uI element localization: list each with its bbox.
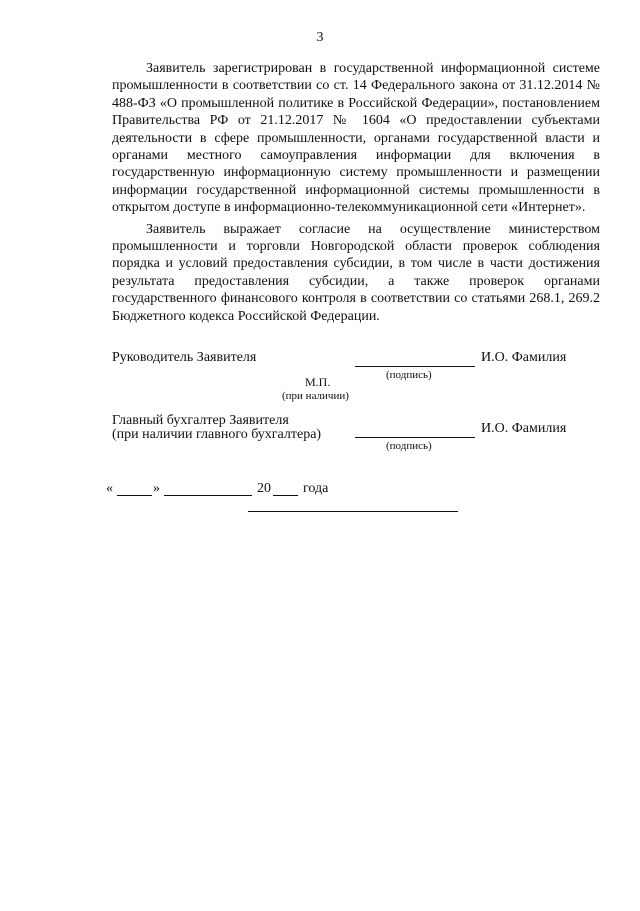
accountant-signature-line — [355, 437, 475, 438]
paragraph-registration: Заявитель зарегистрирован в государственной информационной системе промышленности в соответствии со ст. 14 Федерального закона от 31.12.2014 № 488-ФЗ «О промышленной политике в Российской Федерации», постановлением Правительства РФ от 21.12.2017 № 1604 «О предоставлении субъектами деятельности в сфере промышленности, органами государственной власти и органами местного самоуправления информации для включения в государственную информационную систему промышленности и размещении информации государственной информационной системы промышленности в открытом доступе в информационно-телекоммуникационной сети «Интернет». — [112, 61, 600, 216]
closing-rule — [248, 511, 458, 512]
accountant-signature-caption: (подпись) — [386, 440, 432, 452]
date-year-word: года — [303, 481, 329, 496]
accountant-note: (при наличии главного бухгалтера) — [112, 427, 322, 442]
head-signature-line — [355, 366, 475, 367]
date-open-quote: « — [106, 481, 113, 496]
date-month-line — [164, 495, 252, 496]
stamp-note: (при наличии) — [282, 390, 349, 402]
paragraph-consent: Заявитель выражает согласие на осуществление министерством промышленности и торговли Новгородской области проверок соблюдения порядка и условий предоставления субсидии, в том числе в части достижения результата предоставления субсидии, а также проверок органами государственного финансового контроля в соответствии со статьями 268.1, 269.2 Бюджетного кодекса Российской Федерации. — [112, 221, 600, 324]
head-label: Руководитель Заявителя — [112, 350, 257, 365]
date-century: 20 — [257, 481, 271, 496]
date-year-line — [273, 495, 298, 496]
stamp-label: М.П. — [305, 375, 331, 389]
date-close-quote: » — [153, 481, 160, 496]
body-text — [112, 60, 600, 329]
head-name: И.О. Фамилия — [481, 350, 567, 365]
accountant-label: Главный бухгалтер Заявителя — [112, 413, 289, 428]
accountant-name: И.О. Фамилия — [481, 421, 567, 436]
date-day-line — [117, 495, 152, 496]
page-number: 3 — [316, 30, 324, 45]
head-signature-caption: (подпись) — [386, 369, 432, 381]
